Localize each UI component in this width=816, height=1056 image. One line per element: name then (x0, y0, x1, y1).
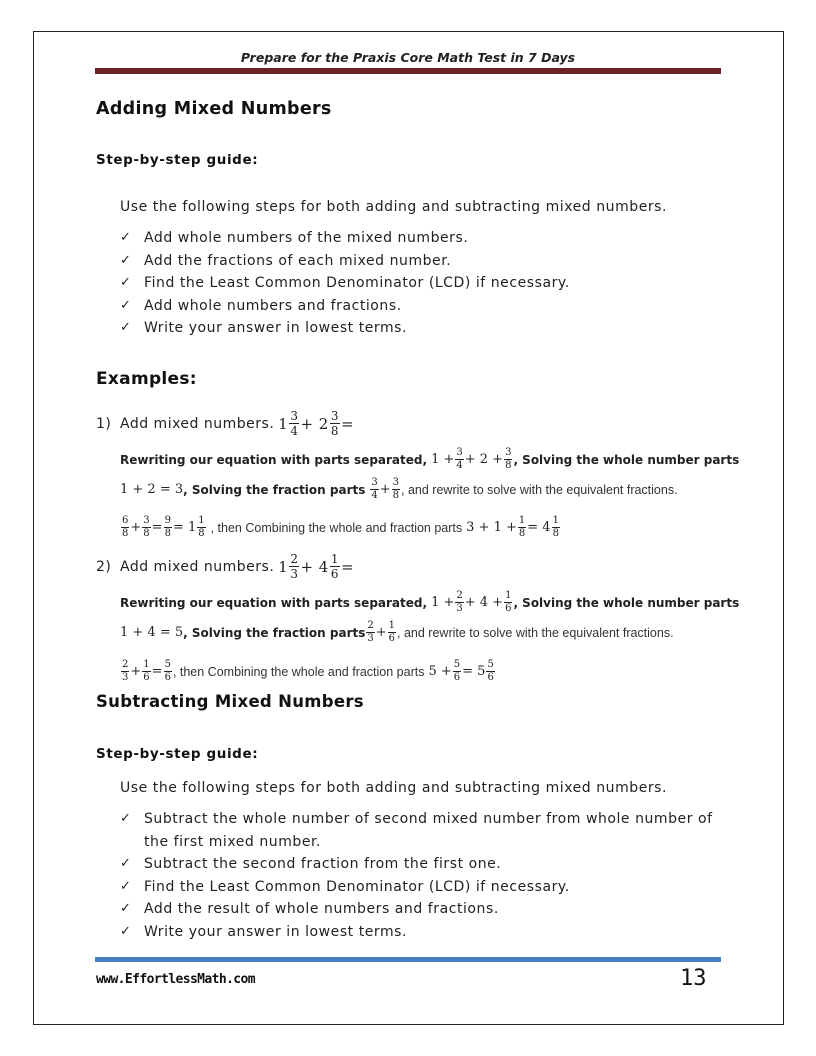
list-item: ✓ Find the Least Common Denominator (LCD) if necessary. (120, 272, 570, 295)
list-item: ✓ Subtract the whole number of second mixed number from whole number of the first mixed number. (120, 808, 720, 853)
example-1-step-1: Rewriting our equation with parts separated, 1 + $\frac{3}{4}$ + 2 + $\frac{3}{8}$ , Solving the whole number parts (120, 447, 740, 471)
list-item: ✓ Find the Least Common Denominator (LCD) if necessary. (120, 876, 720, 899)
intro-subtracting: Use the following steps for both adding and subtracting mixed numbers. (120, 780, 668, 796)
footer-rule (95, 957, 721, 962)
intro-adding: Use the following steps for both adding and subtracting mixed numbers. (120, 199, 668, 215)
example-prompt-text: Add mixed numbers. (120, 415, 275, 432)
example-2-step-1: Rewriting our equation with parts separated, 1 + $\frac{2}{3}$ + 4 + $\frac{1}{6}$ , Solving the whole number parts (120, 590, 740, 614)
check-icon: ✓ (120, 252, 132, 268)
section-title-subtracting: Subtracting Mixed Numbers (96, 692, 364, 711)
list-item: ✓ Add whole numbers and fractions. (120, 295, 570, 318)
footer-website: www.EffortlessMath.com (96, 972, 255, 987)
example-2-step-2: 1 + 4 = 5 , Solving the fraction parts $\frac{2}{3}$ + $\frac{1}{6}$ , and rewrite to solve with the equivalent fractions. (120, 620, 674, 644)
check-icon: ✓ (120, 230, 132, 245)
check-icon: ✓ (120, 320, 132, 335)
section-title-adding: Adding Mixed Numbers (96, 99, 332, 119)
check-icon: ✓ (120, 275, 132, 290)
example-1-step-3: $\frac{6}{8}$ + $\frac{3}{8}$ = $\frac{9}{8}$ = 1 $\frac{1}{8}$ , then Combining the whole and fraction parts 3 + 1 + $\frac{1}{8}$ = 4 $\frac{1}{8}$ (122, 515, 559, 539)
steps-list-adding (120, 227, 570, 340)
example-number: 2) (96, 558, 112, 575)
list-item: ✓ Add whole numbers of the mixed numbers. (120, 227, 570, 250)
example-2-step-3: $\frac{2}{3}$ + $\frac{1}{6}$ = $\frac{5}{6}$ , then Combining the whole and fraction parts 5 + $\frac{5}{6}$ = 5 $\frac{5}{6}$ (122, 659, 494, 683)
guide-label-subtracting: Step-by-step guide: (96, 746, 259, 762)
header-rule (95, 68, 721, 74)
check-icon: ✓ (120, 878, 132, 894)
examples-title: Examples: (96, 369, 197, 389)
list-item: ✓ Subtract the second fraction from the first one. (120, 853, 720, 876)
example-2-prompt: 2) Add mixed numbers. 1 $\frac{2}{3}$ + 4 $\frac{1}{6}$ = (96, 552, 355, 581)
example-number: 1) (96, 415, 112, 432)
running-header: Prepare for the Praxis Core Math Test in 7 Days (240, 50, 576, 65)
check-icon: ✓ (120, 811, 132, 826)
list-item: ✓ Write your answer in lowest terms. (120, 921, 720, 944)
check-icon: ✓ (120, 856, 132, 871)
list-item: ✓ Add the fractions of each mixed number. (120, 250, 570, 273)
check-icon: ✓ (120, 901, 132, 916)
example-1-step-2: 1 + 2 = 3 , Solving the fraction parts $\frac{3}{4}$ + $\frac{3}{8}$ , and rewrite to solve with the equivalent fractions. (120, 477, 678, 501)
check-icon: ✓ (120, 297, 132, 313)
check-icon: ✓ (120, 923, 132, 939)
example-prompt-text: Add mixed numbers. (120, 558, 275, 575)
list-item: ✓ Add the result of whole numbers and fractions. (120, 898, 720, 921)
example-1-prompt: 1) Add mixed numbers. 1 $\frac{3}{4}$ + 2 $\frac{3}{8}$ = (96, 409, 355, 438)
list-item: ✓ Write your answer in lowest terms. (120, 317, 570, 340)
page-number: 13 (680, 966, 707, 991)
steps-list-subtracting (120, 808, 720, 943)
guide-label-adding: Step-by-step guide: (96, 152, 259, 168)
